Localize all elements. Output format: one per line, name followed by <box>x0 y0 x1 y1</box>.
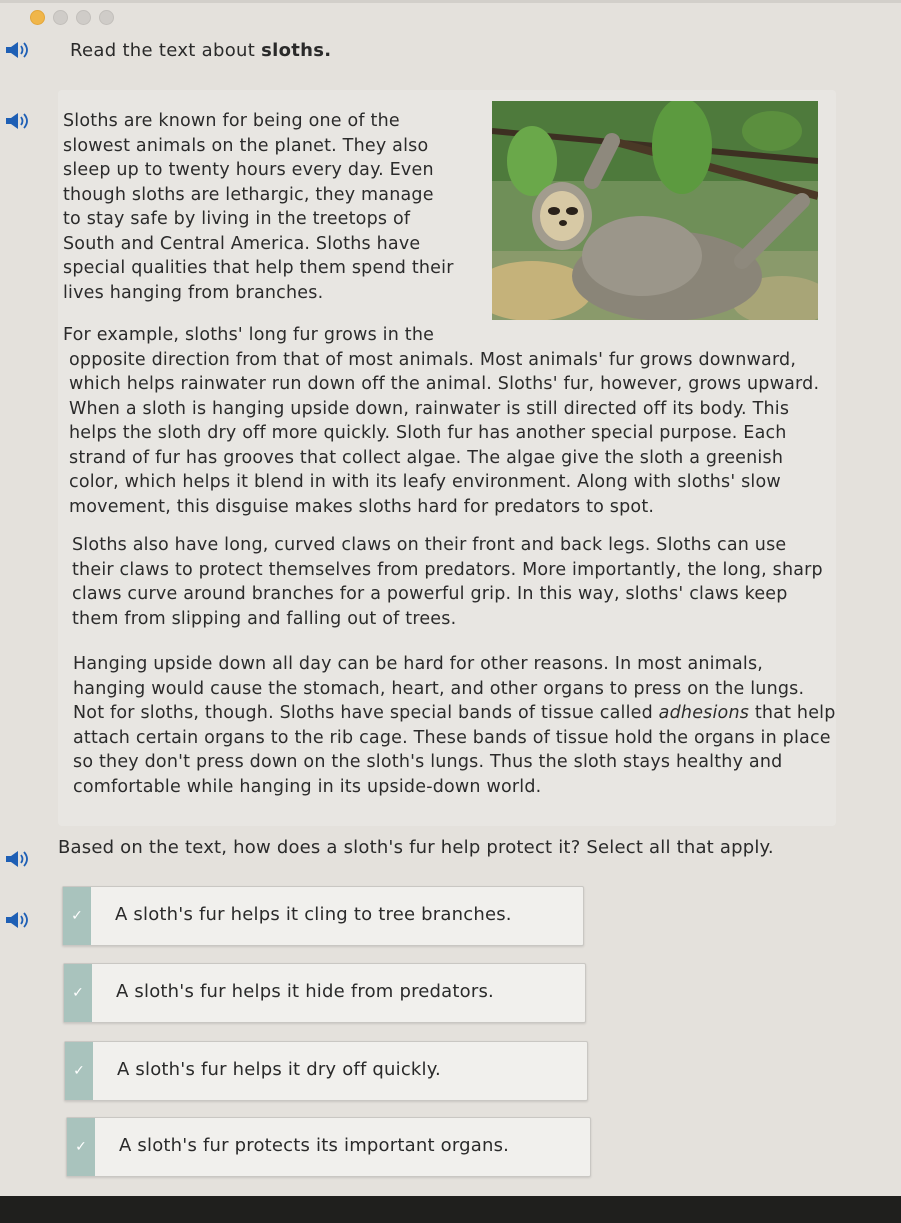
top-divider <box>0 0 901 3</box>
answer-option-label: A sloth's fur protects its important organs. <box>119 1135 510 1156</box>
answer-option-label: A sloth's fur helps it dry off quickly. <box>117 1059 441 1080</box>
answer-option-label: A sloth's fur helps it cling to tree branches. <box>115 904 512 925</box>
answer-option-4[interactable] <box>66 1117 591 1177</box>
check-icon: ✓ <box>65 1042 93 1100</box>
question-text: Based on the text, how does a sloth's fur help protect it? Select all that apply. <box>58 837 774 858</box>
bottom-bar <box>0 1196 901 1223</box>
speaker-icon[interactable] <box>4 849 32 869</box>
progress-dot-1 <box>30 10 45 25</box>
progress-dot-2 <box>53 10 68 25</box>
check-icon: ✓ <box>64 964 92 1022</box>
progress-dots <box>30 10 114 25</box>
progress-dot-4 <box>99 10 114 25</box>
speaker-icon[interactable] <box>4 910 32 930</box>
paragraph-2: For example, sloths' long fur grows in the opposite direction from that of most animals. Most animals' fur grows downward, which helps rainwater run down off the animal. Sloths' fur, however, grows upward. When a sloth is hanging upside down, rainwater is still directed off its body. This helps the sloth dry off more quickly. Sloth fur has another special purpose. Each strand of fur has grooves that collect algae. The algae give the sloth a greenish color, which helps it blend in with its leafy environment. Along with sloths' slow movement, this disguise makes sloths hard for predators to spot. <box>63 325 820 517</box>
answer-option-3[interactable] <box>64 1041 588 1101</box>
paragraph-4: Hanging upside down all day can be hard for other reasons. In most animals, hanging would cause the stomach, heart, and other organs to press on the lungs. Not for sloths, though. Sloths have special bands of tissue called adhesions that help attach certain organs to the rib cage. These bands of tissue hold the organs in place so they don't press down on the sloth's lungs. Thus the sloth stays healthy and comfortable while hanging in its upside-down world. <box>73 654 836 797</box>
check-icon: ✓ <box>63 887 91 945</box>
answer-option-label: A sloth's fur helps it hide from predators. <box>116 981 494 1002</box>
sloth-photo <box>492 101 818 320</box>
paragraph-1: Sloths are known for being one of the slowest animals on the planet. They also sleep up to twenty hours every day. Even though sloths are lethargic, they manage to stay safe by living in the treetops of South and Central America. Sloths have special qualities that help them spend their lives hanging from branches. <box>63 111 454 303</box>
speaker-icon[interactable] <box>4 40 32 60</box>
answer-option-2[interactable] <box>63 963 586 1023</box>
check-icon: ✓ <box>67 1118 95 1176</box>
instruction-heading: Read the text about sloths. <box>70 40 332 61</box>
speaker-icon[interactable] <box>4 111 32 131</box>
progress-dot-3 <box>76 10 91 25</box>
answer-option-1[interactable] <box>62 886 584 946</box>
paragraph-3: Sloths also have long, curved claws on their front and back legs. Sloths can use their claws to protect themselves from predators. More importantly, the long, sharp claws curve around branches for a powerful grip. In this way, sloths' claws keep them from slipping and falling out of trees. <box>72 535 823 629</box>
